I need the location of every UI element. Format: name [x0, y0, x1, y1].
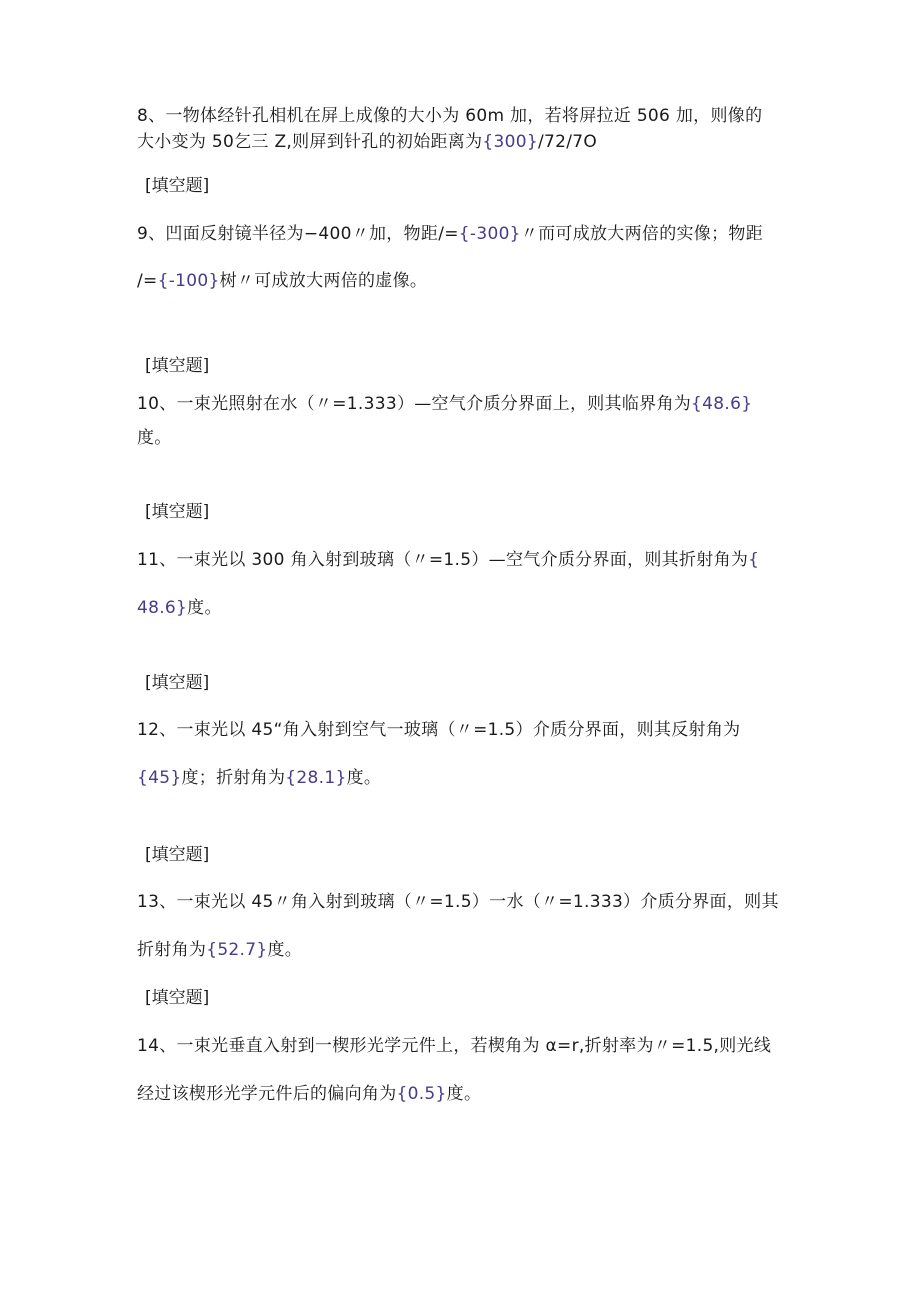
question-text: 度。 [187, 598, 222, 618]
question-9-line-1 [137, 222, 763, 246]
question-9-line-2 [137, 269, 427, 293]
question-type-tag: [填空题] [145, 502, 210, 522]
question-8-line-1 [137, 104, 762, 128]
answer-blank: {52.7} [206, 940, 268, 960]
question-text: 14、一束光垂直入射到一楔形光学元件上，若楔角为 α=r,折射率为〃=1.5,则光线 [137, 1036, 772, 1056]
answer-blank: {-300} [458, 224, 521, 244]
question-10-line-2 [137, 426, 172, 450]
question-type-tag: [填空题] [145, 845, 210, 865]
answer-blank: {48.6} [691, 394, 753, 414]
question-12-line-2 [137, 766, 381, 790]
answer-blank: {0.5} [396, 1084, 447, 1104]
question-11-line-1 [137, 548, 759, 572]
question-text: 11、一束光以 300 角入射到玻璃（〃=1.5）—空气介质分界面，则其折射角为 [137, 550, 749, 570]
question-14-line-1 [137, 1034, 771, 1058]
question-text: 〃而可成放大两倍的实像；物距 [520, 224, 763, 244]
question-text: 度。 [446, 1084, 482, 1104]
question-12-line-1 [137, 718, 740, 742]
question-text: /= [137, 271, 158, 291]
question-text: 度。 [137, 428, 172, 448]
question-text: 8、一物体经针孔相机在屏上成像的大小为 60m 加，若将屏拉近 506 加，则像的 [137, 106, 763, 126]
answer-blank: {45} [137, 768, 182, 788]
question-type-tag: [填空题] [145, 988, 210, 1008]
question-11-line-2 [137, 596, 222, 620]
question-text: 度。 [267, 940, 303, 960]
answer-blank: {28.1} [285, 768, 347, 788]
question-text: 12、一束光以 45“角入射到空气一玻璃（〃=1.5）介质分界面，则其反射角为 [137, 720, 741, 740]
question-10-line-1 [137, 392, 752, 416]
question-13-line-2 [137, 938, 302, 962]
answer-blank: {300} [482, 132, 538, 152]
question-text: 度；折射角为 [181, 768, 286, 788]
answer-blank: 48.6} [137, 598, 188, 618]
question-type-tag: [填空题] [145, 673, 210, 693]
question-text: 度。 [346, 768, 382, 788]
question-type-tag: [填空题] [145, 176, 210, 196]
question-8-line-2 [137, 130, 597, 154]
question-text: /72/7O [537, 132, 598, 152]
question-type-tag: [填空题] [145, 356, 210, 376]
question-text: 9、凹面反射镜半径为−400〃加，物距/= [137, 224, 459, 244]
question-14-line-2 [137, 1082, 481, 1106]
answer-blank: {-100} [157, 271, 220, 291]
question-13-line-1 [137, 890, 779, 914]
question-text: 树〃可成放大两倍的虚像。 [219, 271, 428, 291]
answer-blank: { [748, 550, 760, 570]
question-text: 10、一束光照射在水（〃=1.333）—空气介质分界面上，则其临界角为 [137, 394, 692, 414]
question-text: 经过该楔形光学元件后的偏向角为 [137, 1084, 397, 1104]
question-text: 折射角为 [137, 940, 207, 960]
question-text: 13、一束光以 45〃角入射到玻璃（〃=1.5）一水（〃=1.333）介质分界面，则其 [137, 892, 779, 912]
question-text: 大小变为 50乞三 Z,则屏到针孔的初始距离为 [137, 132, 483, 152]
